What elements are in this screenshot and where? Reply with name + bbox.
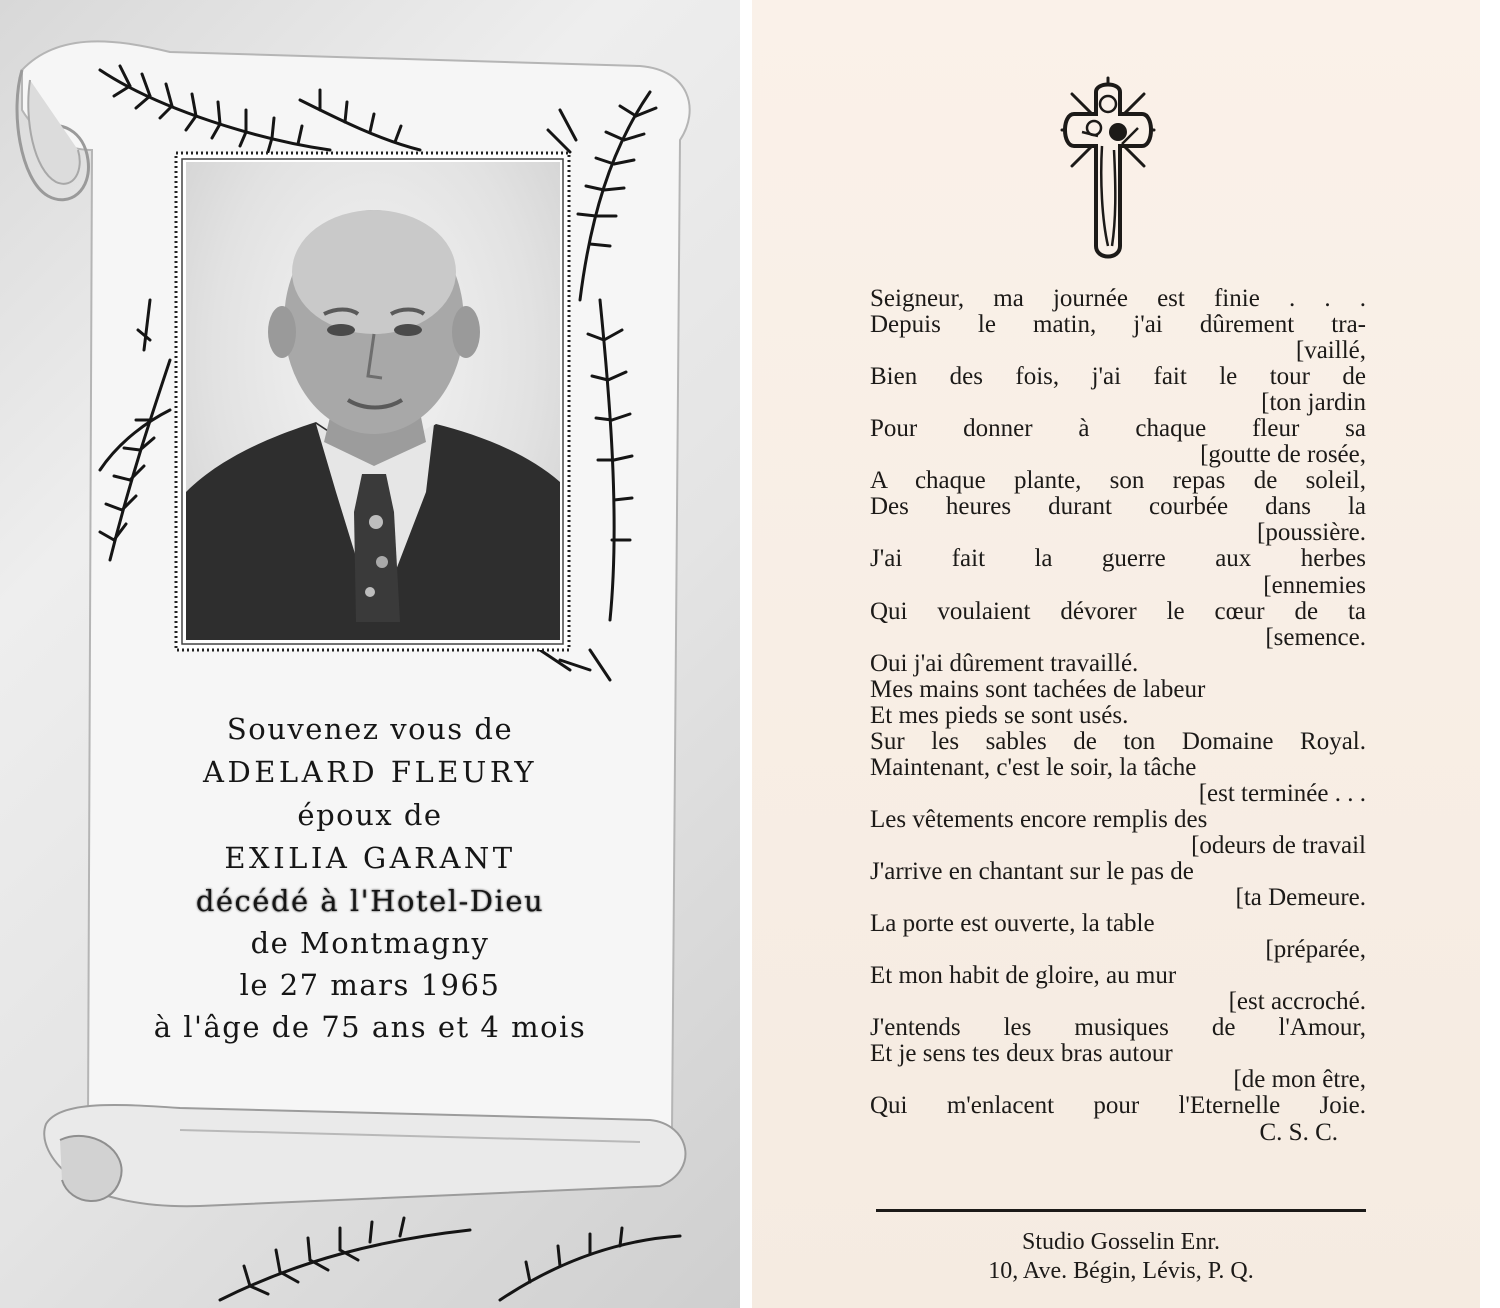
poem-line: A chaque plante, son repas de soleil, (870, 467, 1366, 495)
poem-line: [ton jardin (1261, 389, 1366, 417)
studio-name: Studio Gosselin Enr. (1021, 1229, 1220, 1255)
divider (876, 1209, 1366, 1212)
portrait-photo (186, 162, 560, 640)
spouse-label: époux de (297, 798, 443, 832)
poem-line: J'ai fait la guerre aux herbes (870, 545, 1366, 573)
page-margin (1480, 0, 1500, 1308)
poem-line: Des heures durant courbée dans la (870, 493, 1366, 521)
death-town-line: de Montmagny (250, 926, 490, 960)
poem-line: Pour donner à chaque fleur sa (870, 415, 1366, 443)
poem-line: [poussière. (1257, 519, 1366, 547)
poem-line: Depuis le matin, j'ai dûrement tra- (870, 311, 1366, 339)
poem-line: [semence. (1265, 623, 1366, 651)
studio-address: 10, Ave. Bégin, Lévis, P. Q. (988, 1258, 1254, 1284)
poem-line: [vaillé, (1295, 337, 1366, 365)
poem-line: Maintenant, c'est le soir, la tâche (870, 753, 1197, 781)
deceased-name: ADELARD FLEURY (203, 755, 537, 789)
poem-line: [est terminée . . . (1198, 779, 1366, 807)
poem-line: Et je sens tes deux bras autour (870, 1040, 1173, 1068)
poem-line: Seigneur, ma journée est finie . . . (870, 285, 1366, 312)
poem-line: [ta Demeure. (1235, 884, 1366, 912)
poem-line: Les vêtements encore remplis des (870, 805, 1208, 833)
poem-line: [préparée, (1265, 936, 1366, 964)
poem-line: J'arrive en chantant sur le pas de (870, 858, 1194, 886)
memorial-card-front (0, 0, 740, 1308)
poem-signature: C. S. C. (1259, 1118, 1338, 1146)
poem-line: J'entends les musiques de l'Amour, (870, 1014, 1366, 1042)
poem (870, 286, 1366, 1146)
poem-line: Mes mains sont tachées de labeur (870, 675, 1206, 703)
poem-line: Oui j'ai dûrement travaillé. (870, 649, 1139, 677)
poem-line: [odeurs de travail (1191, 831, 1366, 859)
poem-line: [ennemies (1263, 571, 1366, 599)
poem-line: Et mon habit de gloire, au mur (870, 962, 1177, 990)
poem-line: [est accroché. (1228, 988, 1366, 1016)
spouse-name: EXILIA GARANT (224, 841, 516, 875)
poem-line: [goutte de rosée, (1200, 441, 1366, 469)
poem-line: [de mon être, (1233, 1066, 1366, 1094)
death-place-line: décédé à l'Hotel-Dieu (195, 884, 545, 918)
poem-line: Et mes pieds se sont usés. (870, 701, 1129, 729)
poem-line: Bien des fois, j'ai fait le tour de (870, 363, 1366, 391)
death-date-line: le 27 mars 1965 (239, 968, 501, 1002)
poem-line: Qui m'enlacent pour l'Eternelle Joie. (870, 1092, 1366, 1120)
age-line: à l'âge de 75 ans et 4 mois (153, 1010, 587, 1044)
memorial-text (60, 708, 680, 1048)
remember-line: Souvenez vous de (226, 712, 514, 746)
poem-line: La porte est ouverte, la table (870, 910, 1155, 938)
memorial-card-back (752, 0, 1480, 1308)
printer-credit (876, 1228, 1366, 1286)
cross-icon (1042, 70, 1174, 262)
poem-line: Sur les sables de ton Domaine Royal. (870, 727, 1366, 755)
poem-line: Qui voulaient dévorer le cœur de ta (870, 597, 1366, 625)
